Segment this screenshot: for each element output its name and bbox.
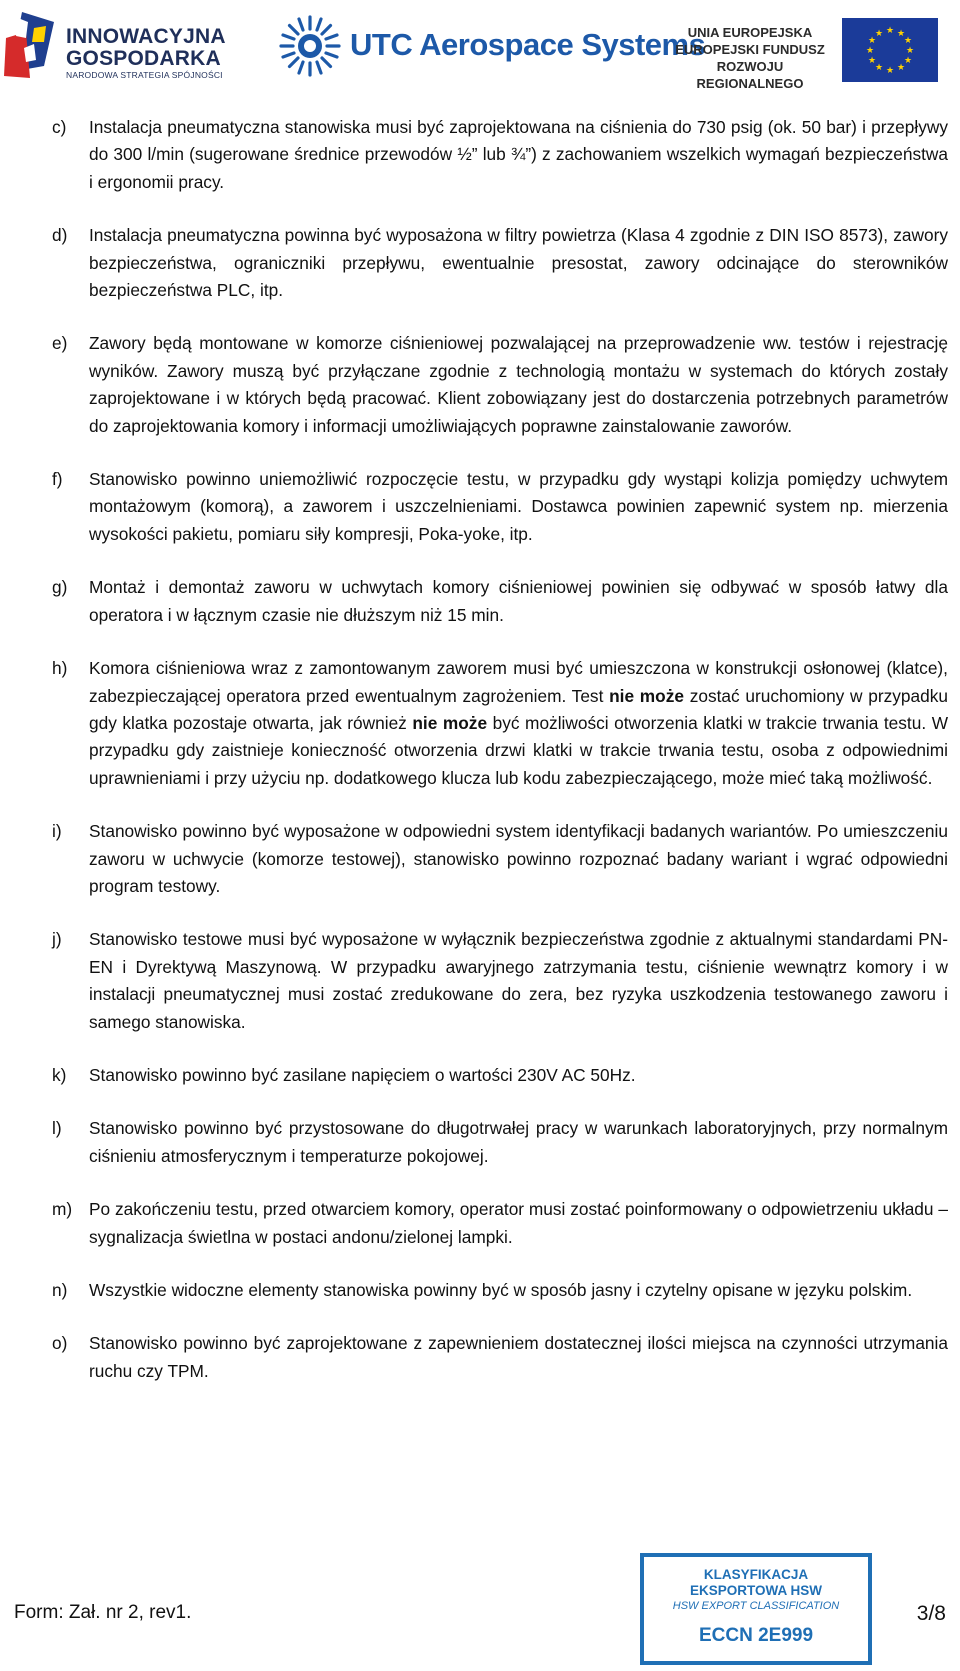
ig-logo-subtitle: NARODOWA STRATEGIA SPÓJNOŚCI	[66, 70, 223, 80]
list-marker: e)	[52, 333, 68, 354]
list-item-n	[52, 1277, 948, 1304]
list-marker: c)	[52, 117, 67, 137]
svg-text:★: ★	[874, 63, 884, 73]
svg-text:★: ★	[885, 26, 895, 36]
list-item-l	[52, 1115, 948, 1170]
emphasis-nie-moze-2: nie może	[412, 712, 488, 733]
list-item-e	[52, 330, 948, 440]
svg-text:★: ★	[905, 46, 915, 56]
emphasis-nie-moze-1: nie może	[609, 685, 684, 706]
list-item-text-part2: zostać uruchomiony w przypadku gdy klatka pozostaje otwarta, jak również	[89, 685, 948, 733]
hsw-box-line2: EKSPORTOWA HSW	[689, 1583, 822, 1598]
list-item-m	[52, 1196, 948, 1251]
utc-logo-text: UTC Aerospace Systems	[350, 27, 706, 62]
list-item-o	[52, 1330, 948, 1385]
svg-text:★: ★	[867, 56, 877, 66]
list-item-k	[52, 1062, 948, 1089]
list-marker: j)	[52, 929, 62, 950]
list-item-g	[52, 574, 948, 629]
hsw-export-classification-box	[640, 1553, 872, 1665]
list-item-c	[52, 114, 948, 196]
list-marker: i)	[52, 821, 62, 842]
list-marker: k)	[52, 1064, 67, 1085]
list-item-text: Zawory będą montowane w komorze ciśnieniowej pozwalającej na przeprowadzenie ww. testów i rejestrację wyników. Zawory muszą być przyłączane zgodnie z technologią montażu w systemach do których zostały zaprojektowane i w których będą pracować. Klient zobowiązany jest do dostarczenia potrzebnych parametrów do zaprojektowania komory i informacji umożliwiających poprawne zainstalowanie zaworów.	[89, 333, 948, 436]
svg-text:★: ★	[896, 63, 906, 73]
eu-fund-logo	[666, 18, 956, 91]
list-item-text: Instalacja pneumatyczna powinna być wyposażona w filtry powietrza (Klasa 4 zgodnie z DIN ISO 8573), zawory bezpieczeństwa, ograniczniki przepływu, ewentualnie presostat, zawory odcinające do sterowników bezpieczeństwa PLC, itp.	[89, 225, 948, 301]
list-item-text-part1: Komora ciśnieniowa wraz z zamontowanym zaworem musi być umieszczona w konstrukcji osłonowej (klatce), zabezpieczającej operatora przed ewentualnym zagrożeniem. Test	[89, 658, 948, 706]
page-number: 3/8	[916, 1602, 946, 1625]
list-item-text: Stanowisko powinno być zasilane napięciem o wartości 230V AC 50Hz.	[89, 1064, 636, 1085]
svg-text:★: ★	[874, 29, 884, 39]
requirements-list	[52, 114, 948, 1411]
innowacyjna-gospodarka-logo	[4, 8, 234, 84]
list-item-i	[52, 818, 948, 900]
list-item-text: Stanowisko testowe musi być wyposażone w wyłącznik bezpieczeństwa zgodnie z aktualnymi standardami PN-EN i Dyrektywą Maszynową. W przypadku awaryjnego zatrzymania testu, ciśnienie wewnątrz komory i w instalacji pneumatycznej musi zostać zredukowane do zera, bez ryzyka uszkodzenia testowanego zaworu i samego stanowiska.	[89, 929, 948, 1032]
list-marker: n)	[52, 1280, 68, 1300]
list-item-text: Stanowisko powinno być wyposażone w odpowiedni system identyfikacji badanych wariantów. Po umieszczeniu zaworu w uchwycie (komorze testowej), stanowisko powinno rozpoznać badany wariant i wgrać odpowiedni program testowy.	[89, 821, 948, 896]
list-item-text: Stanowisko powinno być zaprojektowane z zapewnieniem dostatecznej ilości miejsca na czynności utrzymania ruchu czy TPM.	[89, 1333, 948, 1381]
list-marker: f)	[52, 469, 63, 490]
ig-logo-line1: INNOWACYJNA	[66, 25, 226, 48]
svg-text:★: ★	[896, 29, 906, 39]
svg-text:★: ★	[903, 36, 913, 46]
list-item-text	[89, 655, 948, 792]
list-item-text-part3: być możliwości otworzenia klatki w trakcie trwania testu. W przypadku gdy zaistnieje konieczność otworzenia drzwi klatki w trakcie trwania testu, osoba z odpowiednimi uprawnieniami i przy użyciu np. dodatkowego klucza lub kodu zabezpieczającego, może mieć taką możliwość.	[89, 712, 948, 788]
list-item-text: Stanowisko powinno być przystosowane do długotrwałej pracy w warunkach laboratoryjnych, przy normalnym ciśnieniu atmosferycznym i temperaturze pokojowej.	[89, 1118, 948, 1166]
list-marker: l)	[52, 1118, 62, 1139]
list-item-text: Instalacja pneumatyczna stanowiska musi być zaprojektowana na ciśnienia do 730 psig (ok. 50 bar) i przepływy do 300 l/min (sugerowane średnice przewodów ½” lub ¾”) z zachowaniem wszelkich wymagań bezpieczeństwa i ergonomii pracy.	[89, 117, 948, 192]
list-item-text: Wszystkie widoczne elementy stanowiska powinny być w sposób jasny i czytelny opisane w języku polskim.	[89, 1280, 913, 1300]
eu-logo-line1: UNIA EUROPEJSKA	[687, 25, 813, 40]
svg-text:★: ★	[903, 56, 913, 66]
list-marker: o)	[52, 1333, 68, 1354]
list-item-j	[52, 926, 948, 1036]
eu-logo-line2: EUROPEJSKI FUNDUSZ	[675, 42, 825, 57]
ig-logo-line2: GOSPODARKA	[66, 47, 221, 70]
utc-aerospace-logo	[278, 14, 706, 80]
svg-text:★: ★	[865, 46, 875, 56]
list-item-h	[52, 655, 948, 792]
eu-logo-text	[666, 24, 834, 92]
ig-emblem-icon	[4, 8, 58, 80]
eu-logo-line3: ROZWOJU REGIONALNEGO	[696, 59, 804, 91]
hsw-box-line3: HSW EXPORT CLASSIFICATION	[672, 1600, 840, 1612]
svg-text:★: ★	[885, 66, 895, 76]
list-item-text: Po zakończeniu testu, przed otwarciem komory, operator musi zostać poinformowany o odpowietrzeniu układu – sygnalizacja świetlna w postaci andonu/zielonej lampki.	[89, 1199, 948, 1247]
hsw-box-line1: KLASYFIKACJA	[703, 1567, 809, 1582]
list-item-d	[52, 222, 948, 304]
eccn-code: ECCN 2E999	[698, 1625, 814, 1646]
utc-sunburst-icon	[278, 14, 342, 78]
list-item-text: Stanowisko powinno uniemożliwić rozpoczęcie testu, w przypadku gdy wystąpi kolizja pomiędzy uchwytem montażowym (komorą), a zaworem i uszczelnieniami. Dostawca powinien zapewnić system np. mierzenia wysokości pakietu, pomiaru siły kompresji, Poka-yoke, itp.	[89, 469, 948, 544]
list-item-f	[52, 466, 948, 548]
list-marker: g)	[52, 577, 68, 598]
list-marker: m)	[52, 1199, 73, 1220]
list-marker: d)	[52, 225, 68, 246]
svg-text:★: ★	[867, 36, 877, 46]
eu-flag-icon	[842, 18, 938, 82]
form-reference: Form: Zał. nr 2, rev1.	[14, 1602, 192, 1623]
list-item-text: Montaż i demontaż zaworu w uchwytach komory ciśnieniowej powinien się odbywać w sposób łatwy dla operatora i w łącznym czasie nie dłuższym niż 15 min.	[89, 577, 948, 625]
list-marker: h)	[52, 658, 68, 679]
ig-logo-title	[66, 26, 226, 70]
